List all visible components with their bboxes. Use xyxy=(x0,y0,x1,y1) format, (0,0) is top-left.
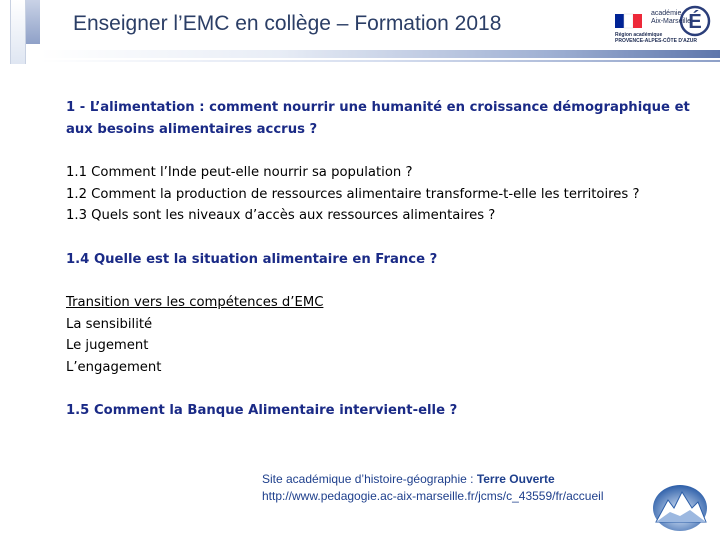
footer-site-prefix: Site académique d’histoire-géographie : xyxy=(262,472,477,486)
section-1-heading: 1 - L’alimentation : comment nourrir une humanité en croissance démographique et aux besoins alimentaires accrus ? xyxy=(66,100,690,137)
question-1-1: 1.1 Comment l’Inde peut-elle nourrir sa population ? xyxy=(66,165,413,180)
region-academique-label: Région académique PROVENCE-ALPES-CÔTE D'AZUR xyxy=(615,32,698,44)
question-1-4: 1.4 Quelle est la situation alimentaire en France ? xyxy=(66,251,438,267)
question-1-2: 1.2 Comment la production de ressources alimentaire transforme-t-elle les territoires ? xyxy=(66,186,640,202)
question-1-5: 1.5 Comment la Banque Alimentaire intervient-elle ? xyxy=(66,403,458,418)
footer-site-line xyxy=(262,471,603,488)
academie-name: académie Aix-Marseille xyxy=(651,10,692,25)
slide-content xyxy=(66,97,706,422)
footer-url-link[interactable]: http://www.pedagogie.ac-aix-marseille.fr/jcms/c_43559/fr/accueil xyxy=(262,489,604,503)
footer xyxy=(262,471,603,505)
slide-title: Enseigner l’EMC en collège – Formation 2018 xyxy=(73,12,502,35)
competence-jugement: Le jugement xyxy=(66,338,149,353)
footer-site-name: Terre Ouverte xyxy=(476,472,555,486)
left-decoration-bar xyxy=(10,0,26,64)
terre-ouverte-mountain-icon xyxy=(650,482,710,532)
question-1-3: 1.3 Quels sont les niveaux d’accès aux ressources alimentaires ? xyxy=(66,208,496,223)
transition-heading: Transition vers les compétences d’EMC xyxy=(66,295,324,310)
header-gradient-rule-thin xyxy=(40,60,720,62)
header-gradient-rule xyxy=(40,50,720,58)
svg-text:É: É xyxy=(688,11,702,33)
competence-engagement: L’engagement xyxy=(66,359,162,375)
left-decoration-bar-dark xyxy=(26,0,40,44)
academie-aix-marseille-logo xyxy=(611,4,715,50)
competence-sensibilite: La sensibilité xyxy=(66,316,153,332)
